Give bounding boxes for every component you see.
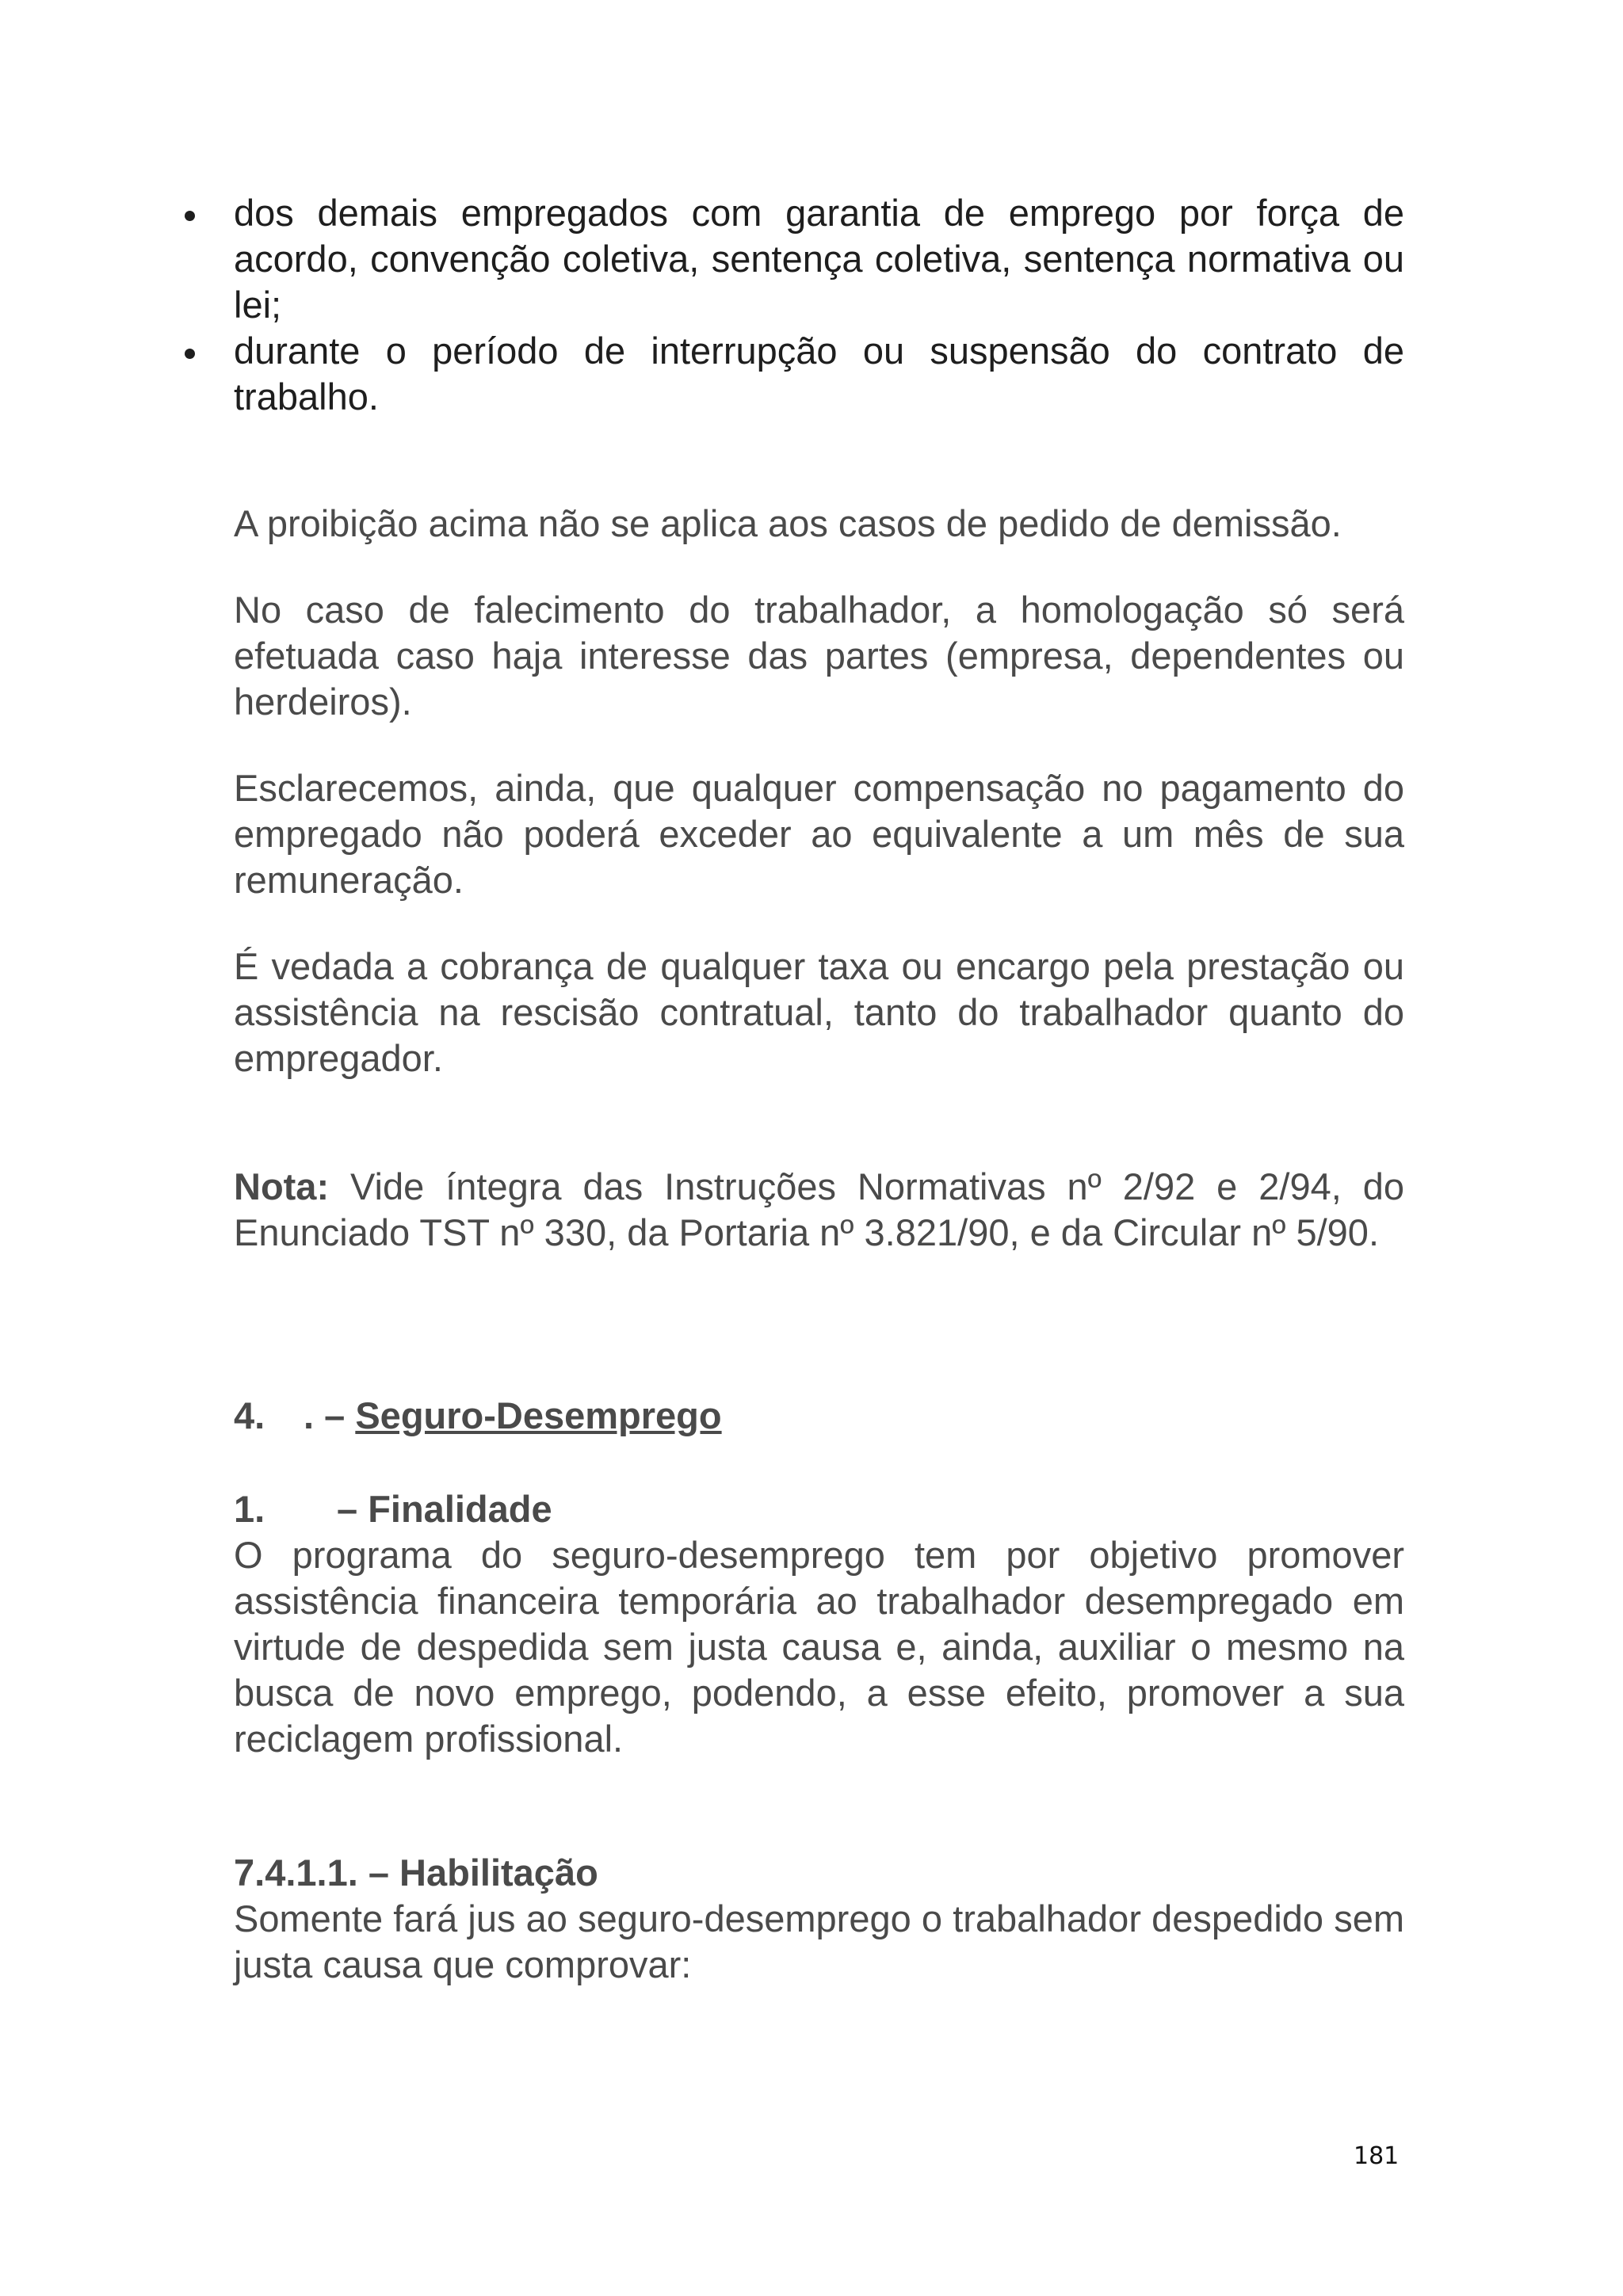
page-number: 181 [1354, 2142, 1400, 2170]
bullet-item [234, 328, 1404, 420]
note-text: Vide íntegra das Instruções Normativas nº 2/92 e 2/94, do Enunciado TST nº 330, da Portaria nº 3.821/90, e da Circular nº 5/90. [234, 1165, 1404, 1253]
bullet-text: dos demais empregados com garantia de emprego por força de acordo, convenção coletiva, sentença coletiva, sentença normativa ou lei; [234, 192, 1404, 326]
section-habilitacao-body: Somente fará jus ao seguro-desemprego o trabalhador despedido sem justa causa que comprovar: [234, 1897, 1404, 1985]
bullet-dot-icon [185, 349, 195, 359]
heading-prefix: . – [304, 1394, 356, 1436]
section-finalidade-label: – Finalidade [337, 1488, 552, 1530]
section-heading-seguro-desemprego [234, 1393, 722, 1439]
paragraph-compensation: Esclarecemos, ainda, que qualquer compensação no pagamento do empregado não poderá exceder ao equivalente a um mês de sua remuneração. [234, 767, 1404, 901]
section-finalidade [234, 1486, 1404, 1762]
paragraph-death-case: No caso de falecimento do trabalhador, a homologação só será efetuada caso haja interesse das partes (empresa, dependentes ou herdeiros). [234, 589, 1404, 723]
section-finalidade-number: 1. [234, 1488, 265, 1530]
note-label: Nota: [234, 1165, 330, 1207]
heading-title: Seguro-Desemprego [355, 1394, 722, 1436]
section-habilitacao [234, 1850, 1404, 1988]
section-habilitacao-title: 7.4.1.1. – Habilitação [234, 1852, 598, 1894]
paragraph-prohibition: A proibição acima não se aplica aos casos de pedido de demissão. [234, 502, 1342, 544]
note-paragraph [234, 1164, 1404, 1256]
bullet-text: durante o período de interrupção ou suspensão do contrato de trabalho. [234, 330, 1404, 418]
bullet-dot-icon [185, 211, 195, 221]
paragraph-fees: É vedada a cobrança de qualquer taxa ou encargo pela prestação ou assistência na rescisão contratual, tanto do trabalhador quanto do empregador. [234, 945, 1404, 1079]
bullet-item [234, 190, 1404, 328]
section-finalidade-title [234, 1486, 1404, 1532]
bullet-list [234, 190, 1404, 420]
heading-number: 4. [234, 1394, 265, 1436]
section-finalidade-body: O programa do seguro-desemprego tem por objetivo promover assistência financeira temporária ao trabalhador desempregado em virtude de despedida sem justa causa e, ainda, auxiliar o mesmo na busca de novo emprego, podendo, a esse efeito, promover a sua reciclagem profissional. [234, 1534, 1404, 1760]
